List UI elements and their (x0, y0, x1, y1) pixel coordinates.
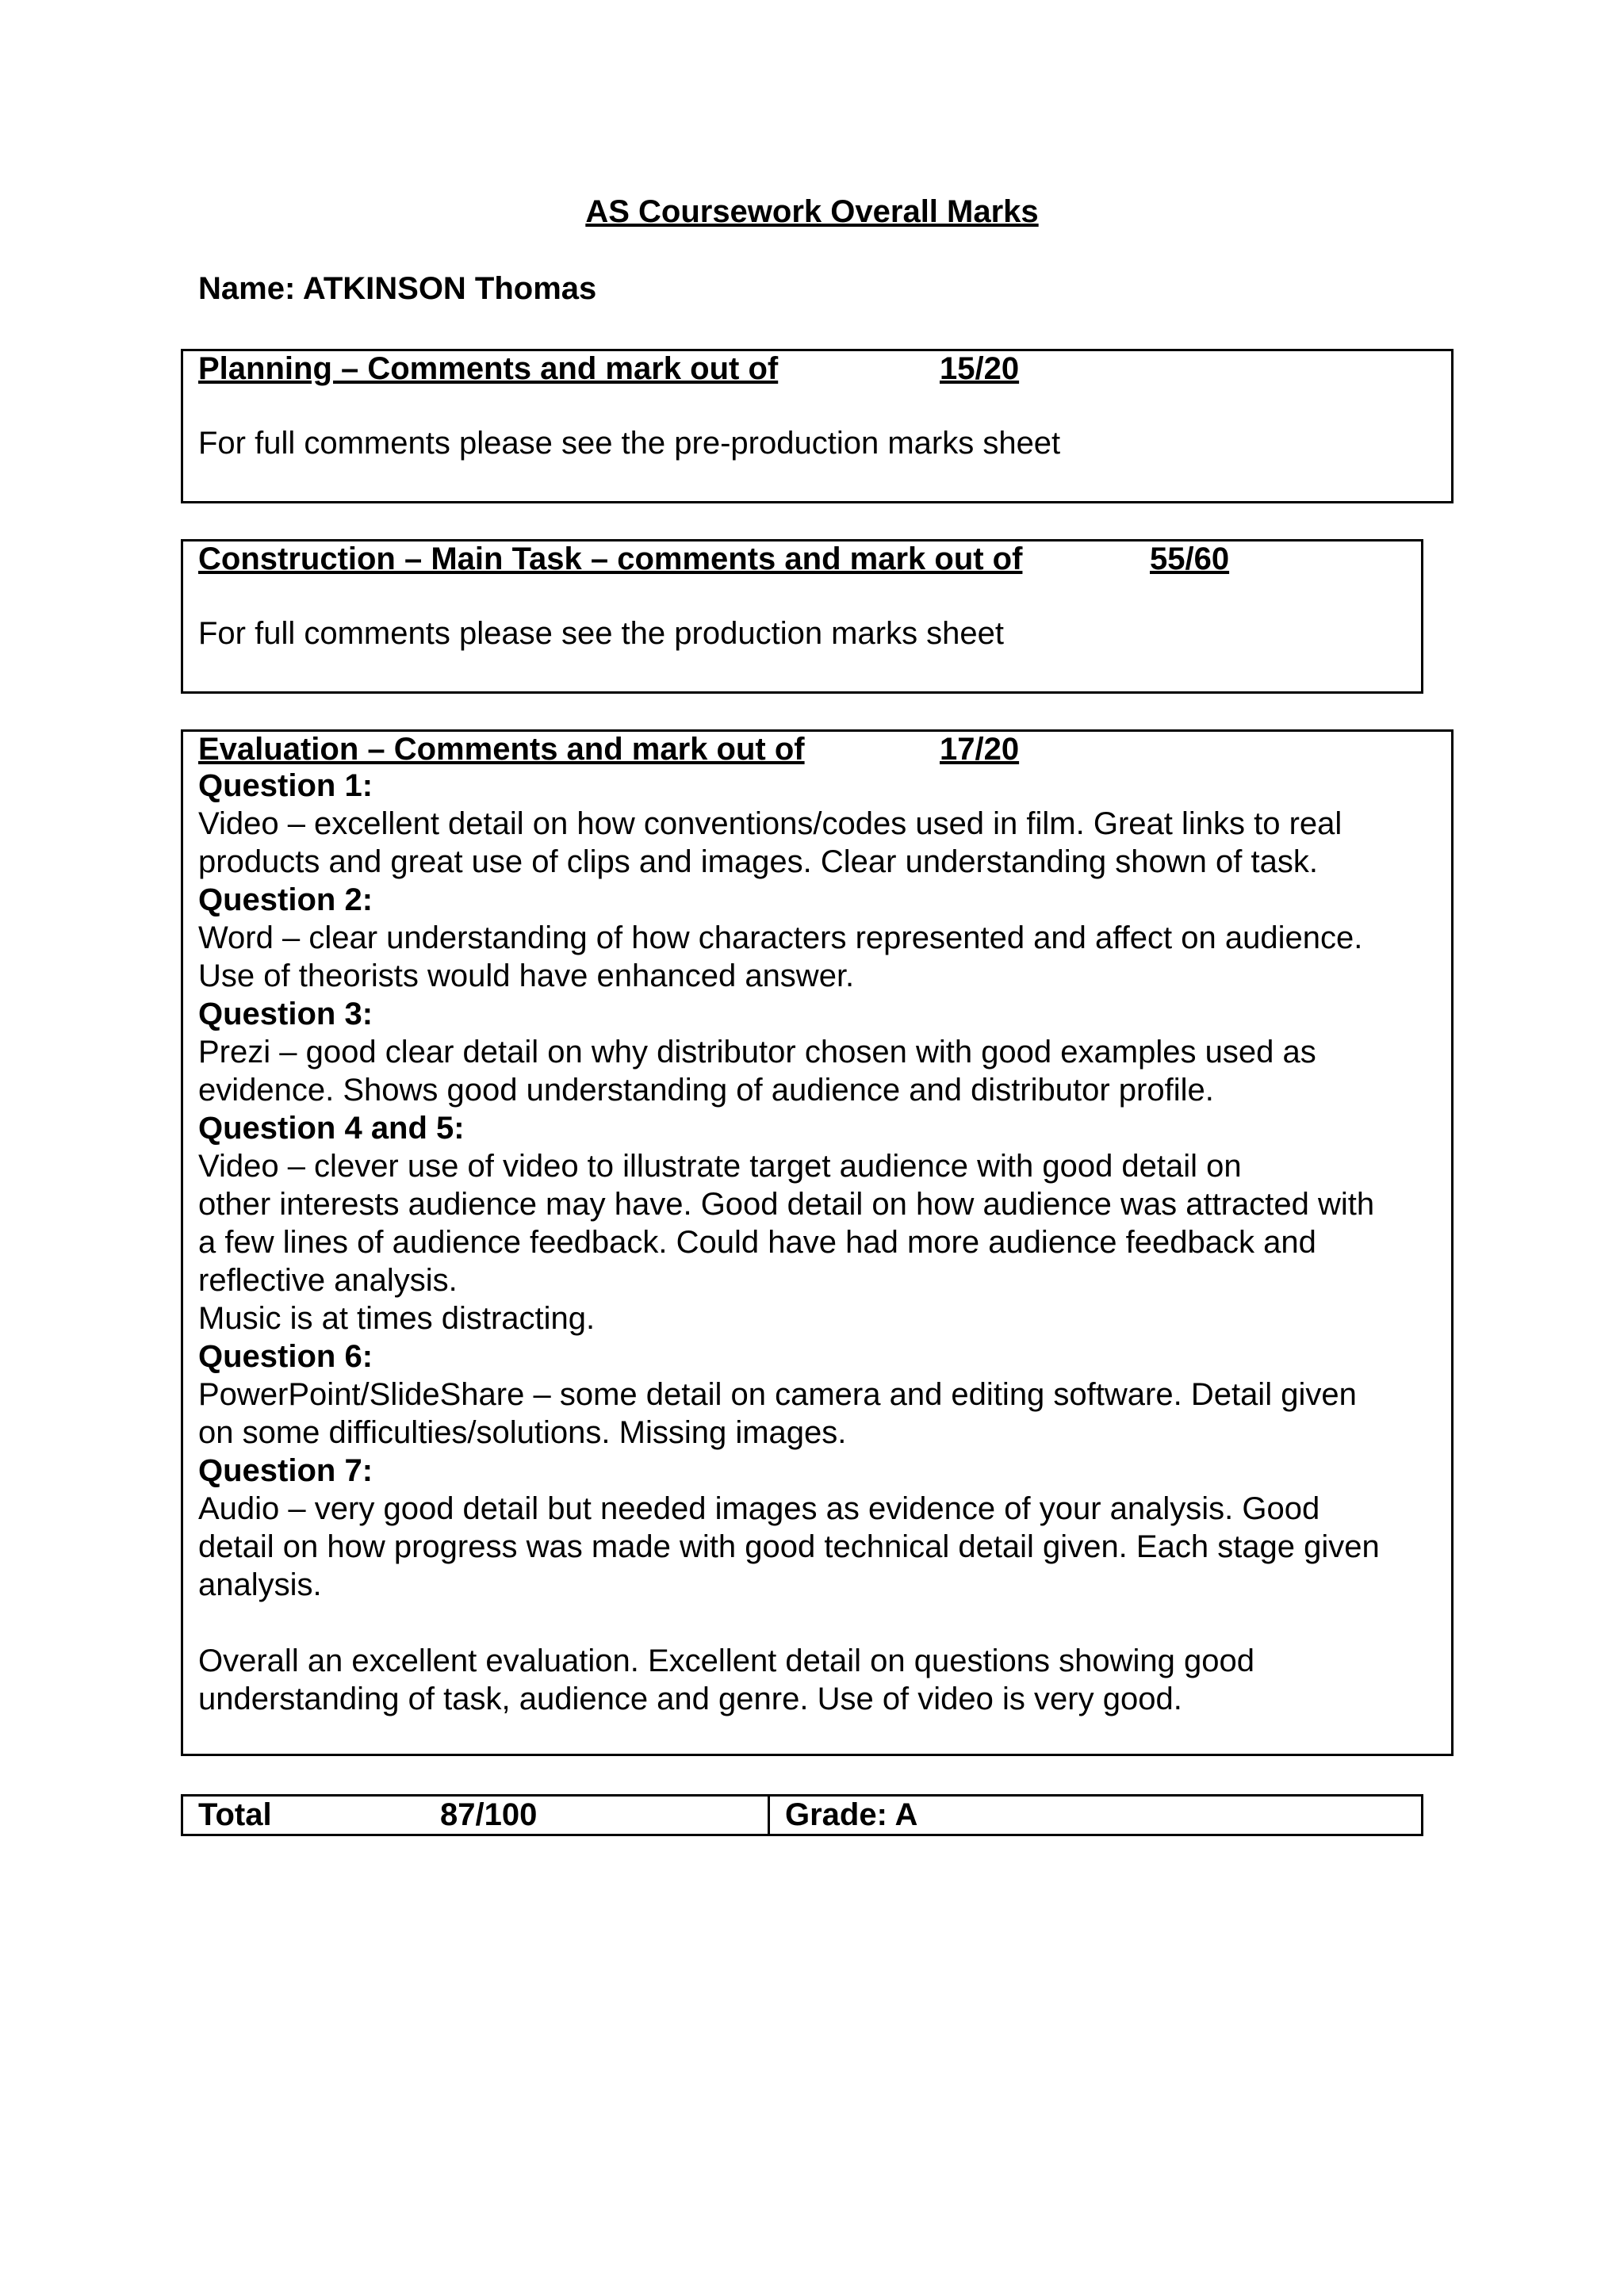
construction-heading-label: Construction – Main Task – comments and mark out of (198, 541, 1023, 576)
question-block (198, 1109, 1451, 1337)
planning-mark: 15/20 (940, 351, 1020, 386)
total-table (181, 1794, 1423, 1836)
planning-section (181, 349, 1454, 503)
construction-heading (198, 541, 1421, 576)
evaluation-heading-label: Evaluation – Comments and mark out of (198, 732, 805, 767)
question-comment-line: evidence. Shows good understanding of audience and distributor profile. (198, 1073, 1214, 1108)
question-block (198, 995, 1451, 1109)
student-name: Name: ATKINSON Thomas (198, 271, 597, 306)
question-comment-line: on some difficulties/solutions. Missing images. (198, 1415, 847, 1450)
question-comment-line: analysis. (198, 1567, 322, 1602)
question-comment-line: Word – clear understanding of how characters represented and affect on audience. (198, 920, 1363, 955)
total-cell (183, 1797, 770, 1834)
question-comment-line: Video – clever use of video to illustrate target audience with good detail on (198, 1149, 1242, 1184)
construction-comment: For full comments please see the production marks sheet (198, 616, 1005, 651)
evaluation-body (198, 767, 1451, 1718)
question-comment-line: Prezi – good clear detail on why distributor chosen with good examples used as (198, 1035, 1316, 1070)
planning-comment: For full comments please see the pre-production marks sheet (198, 426, 1061, 461)
question-comment-line: Video – excellent detail on how conventions/codes used in film. Great links to real (198, 806, 1342, 841)
question-heading: Question 3: (198, 997, 373, 1031)
question-block (198, 767, 1451, 881)
question-heading: Question 6: (198, 1339, 373, 1374)
question-comment-line: Use of theorists would have enhanced answer. (198, 959, 855, 993)
total-value: 87/100 (440, 1797, 538, 1832)
evaluation-heading (198, 732, 1451, 767)
question-comment-line: Music is at times distracting. (198, 1301, 596, 1336)
construction-section (181, 539, 1423, 694)
question-block (198, 881, 1451, 995)
construction-mark: 55/60 (1150, 541, 1230, 576)
grade-value: Grade: A (785, 1797, 918, 1832)
question-comment-line: products and great use of clips and images. Clear understanding shown of task. (198, 844, 1318, 879)
question-comment-line: a few lines of audience feedback. Could have had more audience feedback and (198, 1225, 1316, 1260)
question-comment-line: PowerPoint/SlideShare – some detail on camera and editing software. Detail given (198, 1377, 1357, 1412)
overall-comment-line: Overall an excellent evaluation. Excellent detail on questions showing good (198, 1644, 1254, 1678)
question-block (198, 1452, 1451, 1604)
question-block (198, 1337, 1451, 1452)
question-comment-line: detail on how progress was made with good technical detail given. Each stage given (198, 1529, 1380, 1564)
question-heading: Question 1: (198, 768, 373, 803)
page-title: AS Coursework Overall Marks (585, 194, 1039, 229)
question-comment-line: other interests audience may have. Good detail on how audience was attracted with (198, 1187, 1375, 1222)
question-comment-line: reflective analysis. (198, 1263, 458, 1298)
grade-cell (770, 1797, 917, 1834)
planning-heading-label: Planning – Comments and mark out of (198, 351, 779, 386)
question-heading: Question 7: (198, 1453, 373, 1488)
question-comment-line: Audio – very good detail but needed images as evidence of your analysis. Good (198, 1491, 1320, 1526)
evaluation-section (181, 729, 1454, 1756)
question-heading: Question 4 and 5: (198, 1111, 465, 1146)
evaluation-mark: 17/20 (940, 732, 1020, 767)
total-label: Total (198, 1797, 272, 1832)
overall-comment (198, 1642, 1451, 1718)
question-heading: Question 2: (198, 882, 373, 917)
planning-heading (198, 351, 1451, 386)
overall-comment-line: understanding of task, audience and genre. Use of video is very good. (198, 1682, 1182, 1716)
